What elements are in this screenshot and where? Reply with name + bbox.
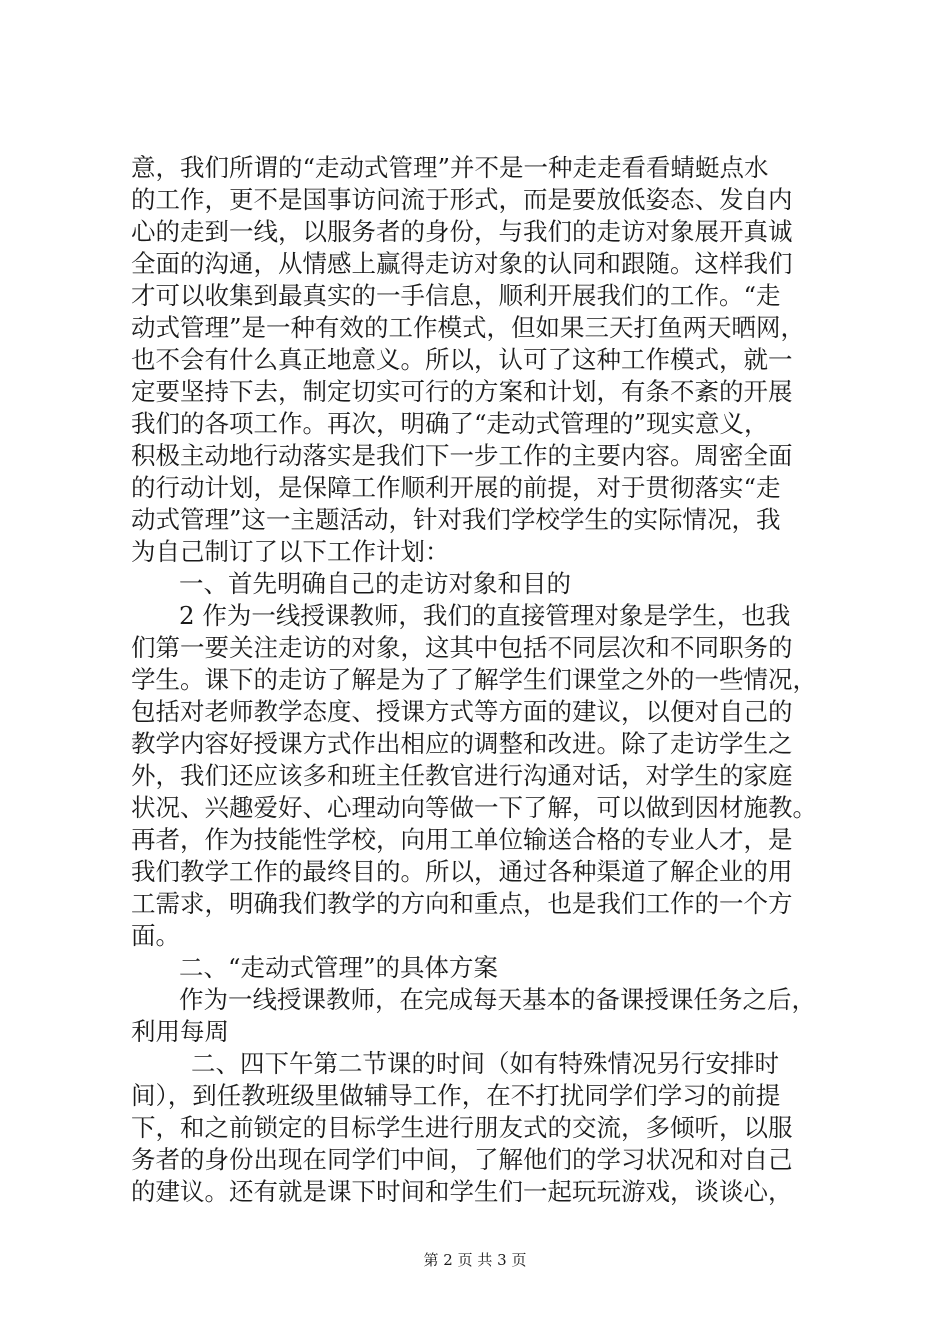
document-body xyxy=(131,152,831,1208)
text-line: 我们教学工作的最终目的。所以，通过各种渠道了解企业的用 xyxy=(131,857,793,886)
text-line: 教学内容好授课方式作出相应的调整和改进。除了走访学生之 xyxy=(131,729,793,758)
text-line: 二、四下午第二节课的时间（如有特殊情况另行安排时 xyxy=(191,1049,779,1078)
text-line: 的建议。还有就是课下时间和学生们一起玩玩游戏，谈谈心， xyxy=(131,1177,793,1206)
text-line: 工需求，明确我们教学的方向和重点，也是我们工作的一个方 xyxy=(131,889,793,918)
text-line: 状况、兴趣爱好、心理动向等做一下了解，可以做到因材施教。 xyxy=(131,793,817,822)
text-line: 面。 xyxy=(131,921,180,950)
section-heading: 一、首先明确自己的走访对象和目的 xyxy=(179,569,571,598)
text-line: 务者的身份出现在同学们中间，了解他们的学习状况和对自己 xyxy=(131,1145,793,1174)
text-line: 也不会有什么真正地意义。所以，认可了这种工作模式，就一 xyxy=(131,345,793,374)
text-line: 2 作为一线授课教师，我们的直接管理对象是学生，也我 xyxy=(179,601,791,630)
text-line: 再者，作为技能性学校，向用工单位输送合格的专业人才，是 xyxy=(131,825,793,854)
text-line: 全面的沟通，从情感上赢得走访对象的认同和跟随。这样我们 xyxy=(131,249,793,278)
text-line: 利用每周 xyxy=(131,1017,229,1046)
page-number-label: 第 2 页 共 3 页 xyxy=(423,1251,527,1269)
section-heading: 二、“走动式管理”的具体方案 xyxy=(179,953,499,982)
text-line: 心的走到一线，以服务者的身份，与我们的走访对象展开真诚 xyxy=(131,217,793,246)
text-line: 的行动计划，是保障工作顺利开展的前提，对于贯彻落实“走 xyxy=(131,473,781,502)
text-line: 积极主动地行动落实是我们下一步工作的主要内容。周密全面 xyxy=(131,441,793,470)
text-line: 们第一要关注走访的对象，这其中包括不同层次和不同职务的 xyxy=(131,633,793,662)
text-line: 作为一线授课教师，在完成每天基本的备课授课任务之后， xyxy=(179,985,816,1014)
text-line: 动式管理”这一主题活动，针对我们学校学生的实际情况，我 xyxy=(131,505,781,534)
text-line: 间），到任教班级里做辅导工作，在不打扰同学们学习的前提 xyxy=(131,1081,781,1110)
text-line: 的工作，更不是国事访问流于形式，而是要放低姿态、发自内 xyxy=(131,185,793,214)
text-line: 下，和之前锁定的目标学生进行朋友式的交流，多倾听，以服 xyxy=(131,1113,793,1142)
text-line: 外，我们还应该多和班主任教官进行沟通对话，对学生的家庭 xyxy=(131,761,793,790)
text-line: 定要坚持下去，制定切实可行的方案和计划，有条不紊的开展 xyxy=(131,377,793,406)
text-line: 包括对老师教学态度、授课方式等方面的建议，以便对自己的 xyxy=(131,697,793,726)
text-line: 动式管理”是一种有效的工作模式，但如果三天打鱼两天晒网， xyxy=(131,313,806,342)
text-line: 为自己制订了以下工作计划： xyxy=(131,537,450,566)
text-line: 我们的各项工作。再次，明确了“走动式管理的”现实意义， xyxy=(131,409,769,438)
text-line: 意，我们所谓的“走动式管理”并不是一种走走看看蜻蜓点水 xyxy=(131,153,769,182)
page-footer xyxy=(0,1250,950,1270)
text-line: 学生。课下的走访了解是为了了解学生们课堂之外的一些情况， xyxy=(131,665,817,694)
text-line: 才可以收集到最真实的一手信息，顺利开展我们的工作。“走 xyxy=(131,281,781,310)
